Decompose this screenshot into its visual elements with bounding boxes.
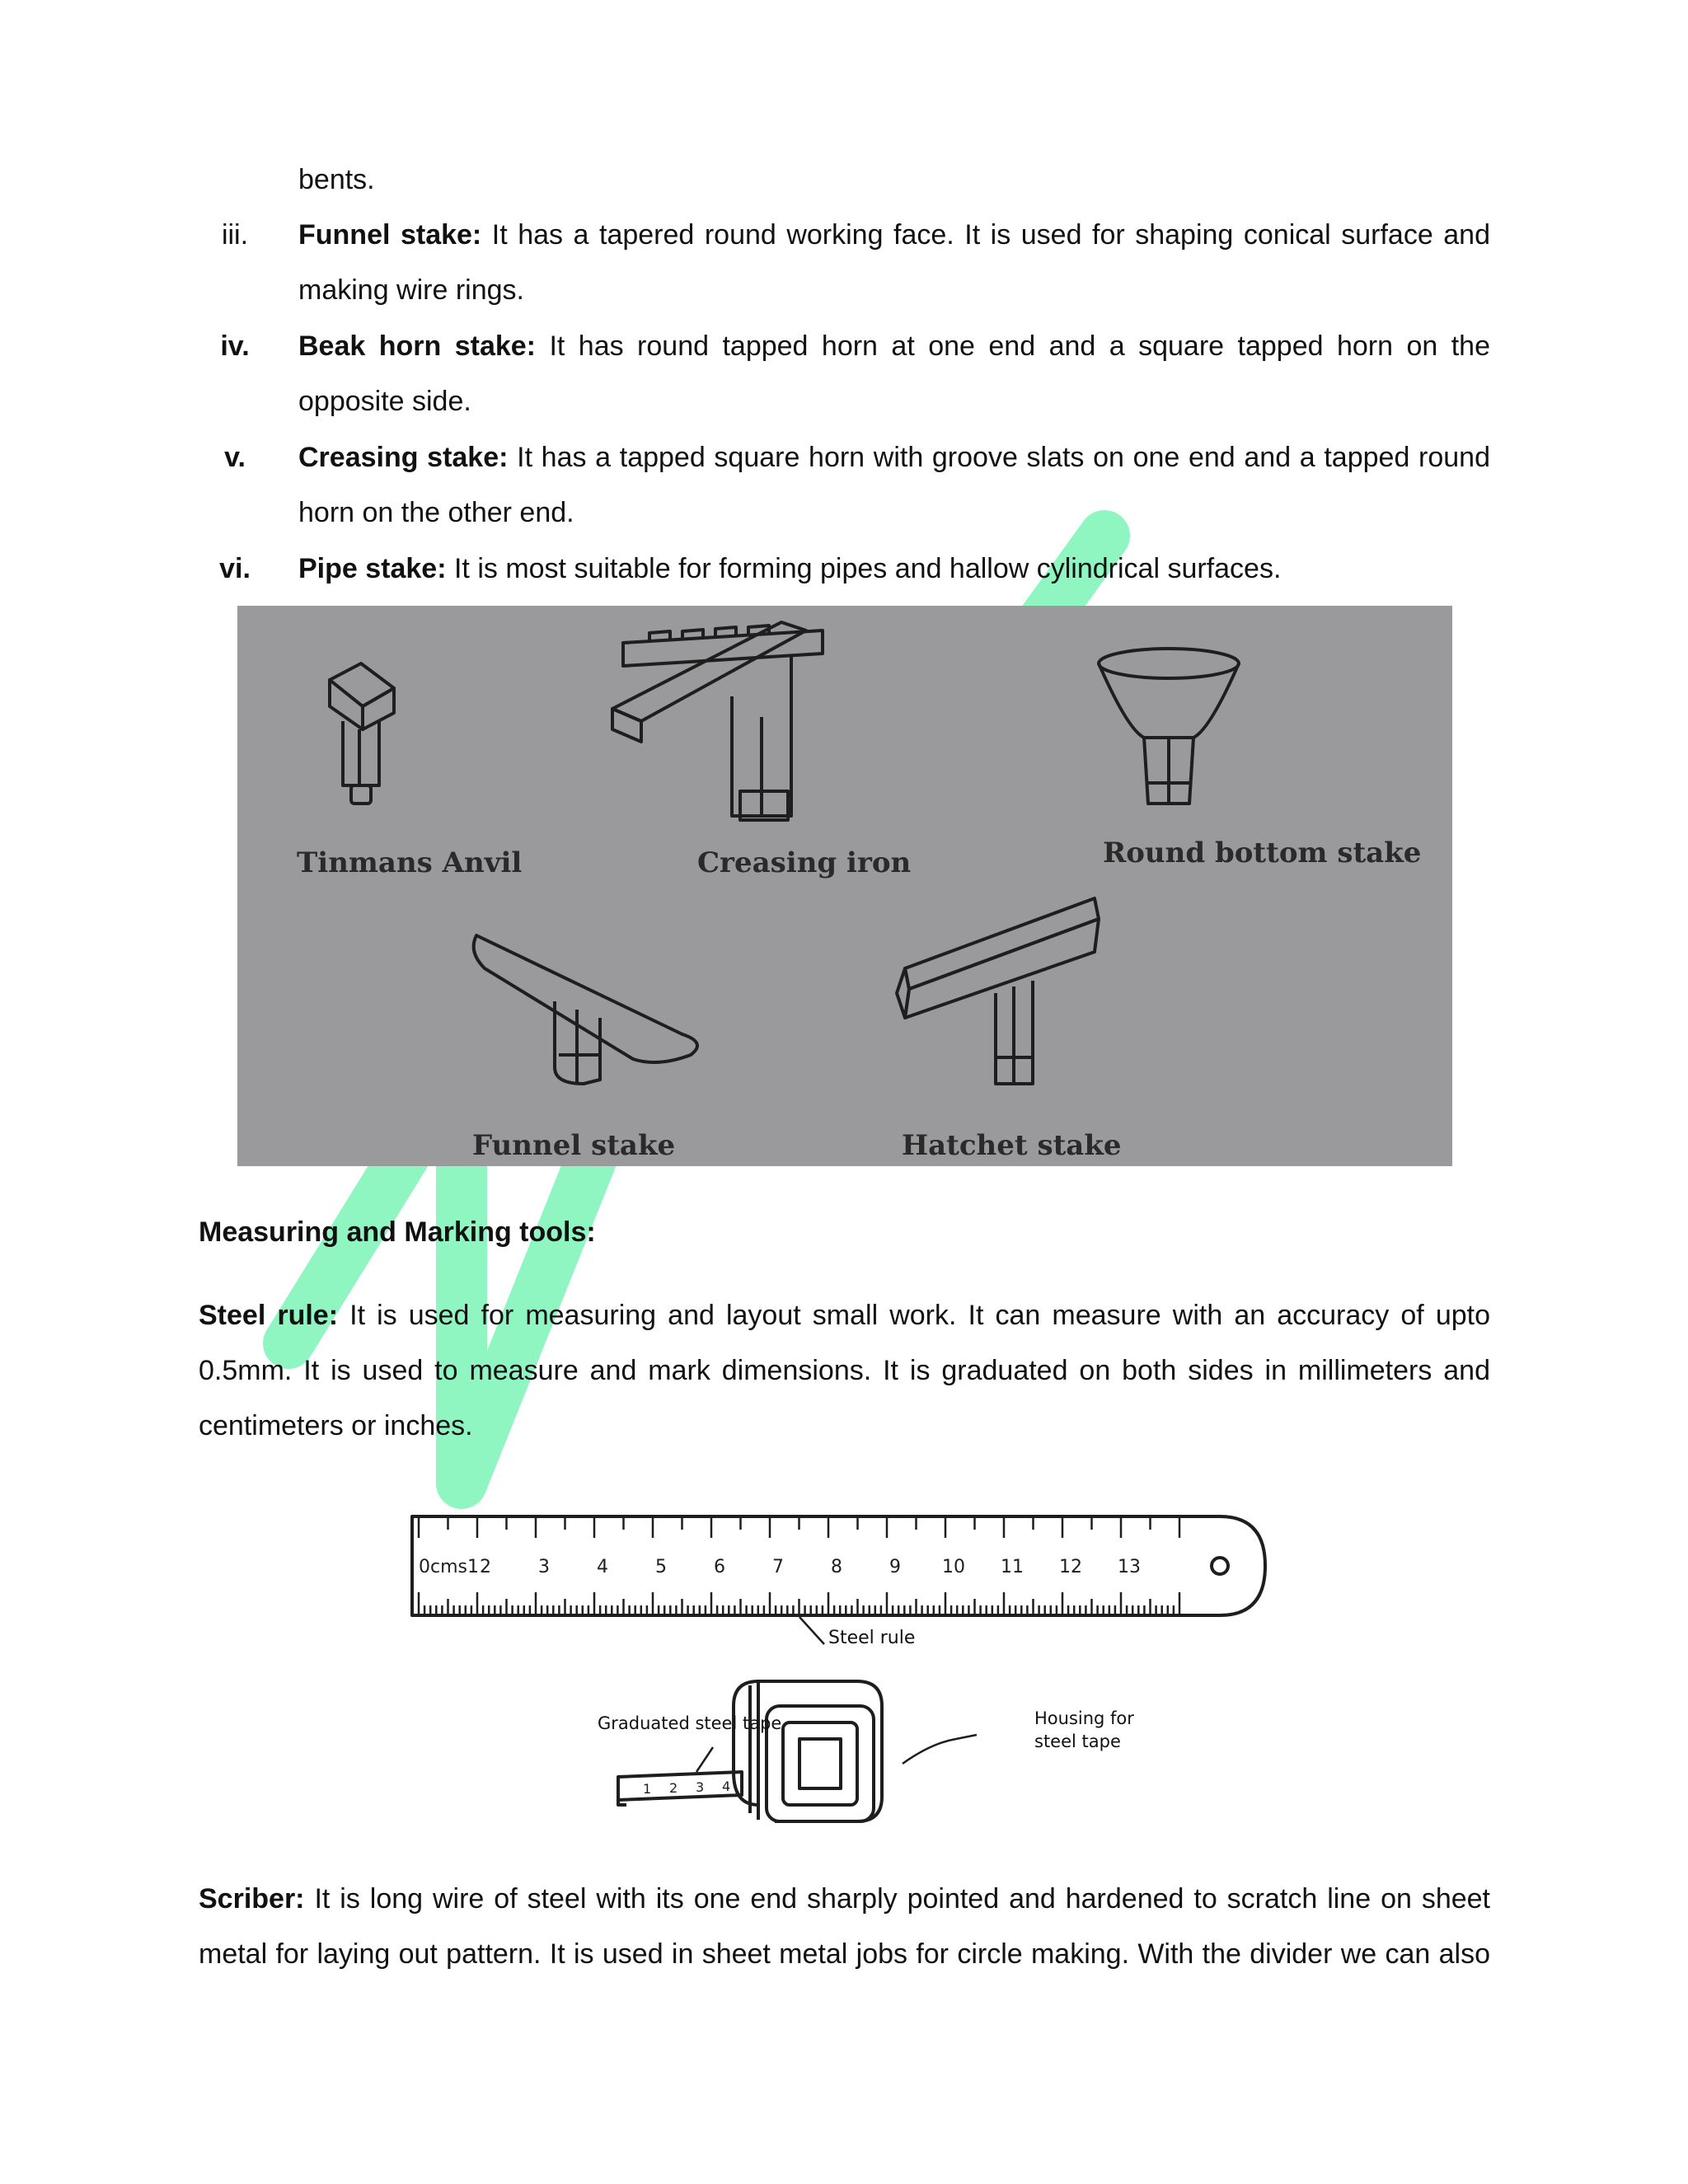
- scriber-paragraph: [199, 1882, 1490, 1915]
- tape-mark: 4: [722, 1779, 731, 1794]
- tape-mark: 1: [643, 1781, 652, 1797]
- list-item-pipe-stake: [298, 552, 1281, 585]
- rule-scale-number: 13: [1118, 1557, 1141, 1577]
- rule-scale-number: 8: [831, 1557, 842, 1577]
- description-text: It has a tapped square horn with groove slats on one end and a tapped round: [508, 442, 1490, 473]
- stakes-illustration: [237, 606, 1452, 1166]
- label-tinmans-anvil: Tinmans Anvil: [297, 846, 523, 879]
- steel-rule-paragraph-line3: centimeters or inches.: [199, 1410, 473, 1441]
- section-heading: Measuring and Marking tools:: [199, 1216, 596, 1248]
- term-label: Funnel stake:: [298, 219, 482, 251]
- list-item-creasing-stake: [298, 441, 1490, 474]
- description-continuation: making wire rings.: [298, 274, 524, 306]
- label-creasing-iron: Creasing iron: [697, 846, 912, 879]
- funnel-stake-drawing: [474, 935, 697, 1084]
- rule-scale-number: 3: [538, 1557, 550, 1577]
- description-text: It is most suitable for forming pipes and hallow cylindrical surfaces.: [446, 553, 1282, 584]
- rule-scale-number: 11: [1001, 1557, 1024, 1577]
- tape-mark: 2: [669, 1780, 678, 1796]
- label-hatchet-stake: Hatchet stake: [902, 1129, 1122, 1162]
- list-item-funnel-stake: [298, 218, 1490, 251]
- list-numeral: v.: [224, 442, 246, 473]
- steel-rule-caption: Steel rule: [828, 1628, 916, 1648]
- tape-caption: Graduated steel tape: [598, 1713, 782, 1733]
- description-text: It is used for measuring and layout small work. It can measure with an accuracy of upto: [338, 1300, 1490, 1331]
- continuation-text: bents.: [298, 164, 375, 195]
- description-text: It has a tapered round working face. It is used for shaping conical surface and: [481, 219, 1490, 251]
- term-label: Creasing stake:: [298, 442, 509, 473]
- description-text: It has round tapped horn at one end and a square tapped horn on the: [536, 330, 1490, 362]
- steel-rule-paragraph: [199, 1299, 1490, 1332]
- description-continuation: horn on the other end.: [298, 497, 574, 528]
- housing-caption-line1: Housing for: [1034, 1708, 1134, 1728]
- term-label: Steel rule:: [199, 1300, 339, 1331]
- term-label: Scriber:: [199, 1883, 305, 1915]
- label-round-bottom-stake: Round bottom stake: [1103, 837, 1422, 869]
- rule-scale-number: 12: [1059, 1557, 1082, 1577]
- rule-scale-number: 6: [714, 1557, 725, 1577]
- rule-scale-number: 9: [889, 1557, 901, 1577]
- rule-scale-number: 0cms1: [419, 1557, 479, 1577]
- term-label: Beak horn stake:: [298, 330, 536, 362]
- rule-scale-number: 4: [597, 1557, 608, 1577]
- list-item-beak-horn-stake: [298, 330, 1490, 363]
- label-funnel-stake: Funnel stake: [472, 1129, 676, 1162]
- housing-caption-line2: steel tape: [1034, 1732, 1121, 1751]
- hatchet-stake-drawing: [897, 898, 1099, 1084]
- rule-scale-number: 10: [942, 1557, 965, 1577]
- rule-scale-number: 2: [480, 1557, 491, 1577]
- creasing-iron-drawing: [612, 622, 823, 820]
- tape-mark: 3: [696, 1779, 705, 1795]
- list-numeral: iii.: [221, 219, 249, 251]
- rule-scale-number: 7: [772, 1557, 784, 1577]
- steel-rule-paragraph-line2: 0.5mm. It is used to measure and mark dimensions. It is graduated on both sides in millimeters and: [199, 1355, 1490, 1386]
- list-numeral: vi.: [219, 553, 251, 584]
- description-text: It is long wire of steel with its one end sharply pointed and hardened to scratch line on sheet: [304, 1883, 1490, 1915]
- description-continuation: opposite side.: [298, 386, 471, 417]
- list-numeral: iv.: [220, 330, 250, 362]
- stakes-figure: [237, 606, 1452, 1166]
- tinmans-anvil-drawing: [330, 663, 394, 804]
- scriber-paragraph-line2: metal for laying out pattern. It is used in sheet metal jobs for circle making. With the divider we can also: [199, 1938, 1490, 1970]
- round-bottom-stake-drawing: [1099, 649, 1239, 804]
- rule-scale-number: 5: [655, 1557, 667, 1577]
- term-label: Pipe stake:: [298, 553, 447, 584]
